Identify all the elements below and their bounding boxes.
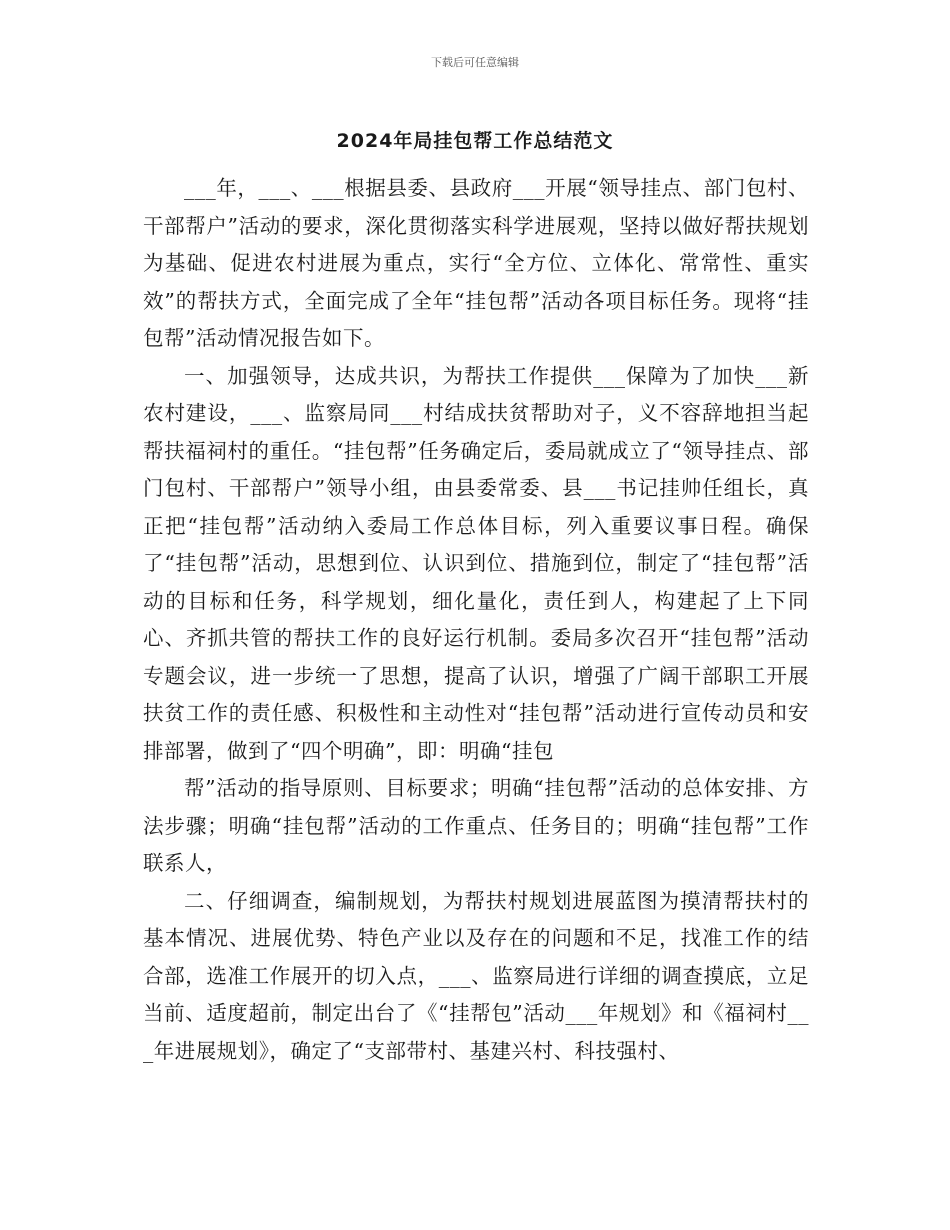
page-header-note: 下载后可任意编辑 [431, 56, 519, 69]
document-body [143, 170, 809, 1070]
paragraph-intro: ___年，___、___根据县委、县政府___开展“领导挂点、部门包村、干部帮户”活动的要求，深化贯彻落实科学进展观，坚持以做好帮扶规划为基础、促进农村进展为重点，实行“全方位、立体化、常常性、重实效”的帮扶方式，全面完成了全年“挂包帮”活动各项目标任务。现将“挂包帮”活动情况报告如下。 [143, 176, 809, 350]
document-title: 2024年局挂包帮工作总结范文 [336, 130, 614, 152]
paragraph-section-2: 二、仔细调查，编制规划，为帮扶村规划进展蓝图为摸清帮扶村的基本情况、进展优势、特色产业以及存在的问题和不足，找准工作的结合部，选准工作展开的切入点，___、监察局进行详细的调查摸底，立足当前、适度超前，制定出台了《“挂帮包”活动___年规划》和《福祠村___年进展规划》，确定了“支部带村、基建兴村、科技强村、 [143, 888, 809, 1063]
paragraph-section-1-continued: 帮”活动的指导原则、目标要求；明确“挂包帮”活动的总体安排、方法步骤；明确“挂包帮”活动的工作重点、任务目的；明确“挂包帮”工作联系人， [143, 776, 809, 875]
paragraph-section-1: 一、加强领导，达成共识，为帮扶工作提供___保障为了加快___新农村建设，___、监察局同___村结成扶贫帮助对子，义不容辞地担当起帮扶福祠村的重任。“挂包帮”任务确定后，委局就成立了“领导挂点、部门包村、干部帮户”领导小组，由县委常委、县___书记挂帅任组长，真正把“挂包帮”活动纳入委局工作总体目标，列入重要议事日程。确保了“挂包帮”活动，思想到位、认识到位、措施到位，制定了“挂包帮”活动的目标和任务，科学规划，细化量化，责任到人，构建起了上下同心、齐抓共管的帮扶工作的良好运行机制。委局多次召开“挂包帮”活动专题会议，进一步统一了思想，提高了认识，增强了广阔干部职工开展扶贫工作的责任感、积极性和主动性对“挂包帮”活动进行宣传动员和安排部署，做到了“四个明确”，即：明确“挂包 [143, 363, 809, 763]
